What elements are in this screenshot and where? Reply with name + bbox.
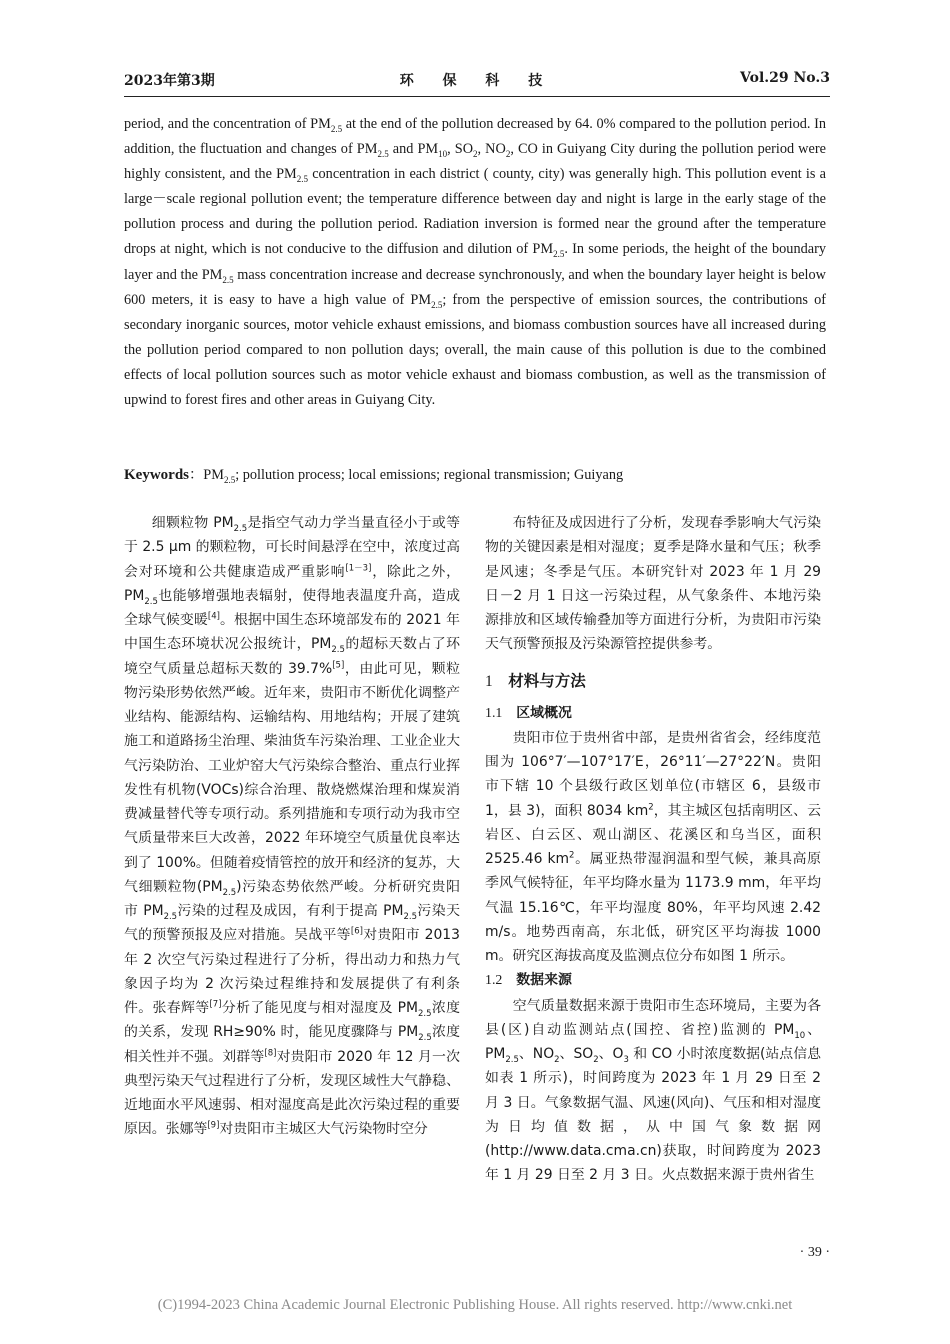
intro-paragraph-continued: 布特征及成因进行了分析，发现春季影响大气污染物的关键因素是相对湿度；夏季是降水量和气压；秋季是风速；冬季是气压。本研究针对 2023 年 1 月 29 日－2 月 1 日这一污染过程，从气象条件、本地污染源排放和区域传输叠加等方面进行分析，为贵阳市污染天气预警预报及污染源管控提供参考。 (485, 515, 821, 653)
keywords-label: Keywords (124, 467, 189, 483)
intro-paragraph: 细颗粒物 $PM_{2.5}$是指空气动力学当量直径小于或等于 2.5 μm 的颗粒物，可长时间悬浮在空中，浓度过高会对环境和公共健康造成严重影响[1－3]，除此之外，$PM_{2.5}$也能够增强地表辐射，使得地表温度升高，造成全球气候变暖[4]。根据中国生态环境部发布的 2021 年中国生态环境状况公报统计，$PM_{2.5}$的超标天数占了环境空气质量总超标天数的 39.7%[5]，由此可见，颗粒物污染形势依然严峻。近年来，贵阳市不断优化调整产业结构、能源结构、运输结构、用地结构；开展了建筑施工和道路扬尘治理、柴油货车污染治理、工业企业大气污染防治、工业炉窑大气污染综合整治、重点行业挥发性有机物(VOCs)综合治理、散烧燃煤治理和煤炭消费减量替代等专项行动。系列措施和专项行动为我市空气质量带来巨大改善，2022 年环境空气质量优良率达到了 100%。但随着疫情管控的放开和经济的复苏，大气细颗粒物$(PM_{2.5})$污染态势依然严峻。分析研究贵阳市 $PM_{2.5}$污染的过程及成因，有利于提高 $PM_{2.5}$污染天气的预警预报及应对措施。吴战平等[6]对贵阳市 2013 年 2 次空气污染过程进行了分析，得出动力和热力气象因子均为 2 次污染过程维持和发展提供了有利条件。张春辉等[7]分析了能见度与相对湿度及 $PM_{2.5}$浓度的关系，发现 RH≥90% 时，能见度骤降与 $PM_{2.5}$浓度相关性并不强。刘群等[8]对贵阳市 2020 年 12 月一次典型污染天气过程进行了分析，发现区域性大气静稳、近地面水平风速弱、相对湿度高是此次污染过程的重要原因。张娜等[9]对贵阳市主城区大气污染物时空分 (124, 515, 461, 1138)
citation: [7] (209, 999, 222, 1010)
issue-label: 2023年第3期 (124, 73, 215, 89)
data-source-paragraph: 空气质量数据来源于贵阳市生态环境局，主要为各县(区)自动监测站点(国控、省控)监测的 $PM_{10}$、$PM_{2.5}$、$NO_2$、$SO_2$、$O_3$ 和 CO 小时浓度数据(站点信息如表 1 所示)，时间跨度为 2023 年 1 月 29 日至 2 月 3 日。气象数据气温、风速(风向)、气压和相对湿度为日均值数据，从中国气象数据网(http://www.data.cma.cn)获取，时间跨度为 2023 年 1 月 29 日至 2 月 3 日。火点数据来源于贵州省生 (485, 997, 821, 1184)
running-header (124, 70, 830, 94)
volume-label: Vol.29 No.3 (740, 70, 830, 86)
citation: [1－3] (345, 562, 372, 573)
page-number: · 39 · (799, 1245, 830, 1260)
body-column-left (124, 511, 460, 1142)
citation: [9] (207, 1120, 220, 1131)
body-column-right (485, 511, 821, 1188)
abstract-paragraph: period, and the concentration of $PM_{2.5}$ at the end of the pollution decreased by 64. 0% compared to the pollution period. In addition, the fluctuation and changes of $PM_{2.5}$ and $PM_{10}$, $SO_2$, $NO_2$, CO in Guiyang City during the pollution period were highly consistent, and the $PM_{2.5}$ concentration in each district ( county, city) was generally high. This pollution event is a large－scale regional pollution event; the temperature difference between day and night is large in the early stage of the pollution process and during the pollution period. Radiation inversion is formed near the ground after the temperature drops at night, which is not conducive to the diffusion and dilution of $PM_{2.5}$. In some periods, the height of the boundary layer and the $PM_{2.5}$ mass concentration increase and decrease synchronously, and when the boundary layer height is below 600 meters, it is easy to have a high value of $PM_{2.5}$; from the perspective of emission sources, the contributions of secondary inorganic sources, motor vehicle exhaust emissions, and biomass combustion sources have all increased during the pollution period compared to non pollution days; overall, the main cause of this pollution is due to the combined effects of local pollution sources such as motor vehicle exhaust and biomass combustion, as well as the transmission of upwind to forest fires and other areas in Guiyang City. (124, 116, 827, 409)
section-heading: 1 材料与方法 (485, 671, 586, 690)
copyright-footer: (C)1994-2023 China Academic Journal Electronic Publishing House. All rights reserved. http://www.cnki.net (157, 1297, 793, 1313)
keywords-line: Keywords：$PM_{2.5}$; pollution process; local emissions; regional transmission; Guiyang (124, 467, 624, 485)
citation: [6] (350, 926, 363, 937)
english-abstract (124, 112, 826, 413)
citation: [8] (264, 1047, 277, 1058)
keywords-list: ; pollution process; local emissions; regional transmission; Guiyang (235, 467, 624, 483)
citation: [5] (332, 659, 345, 670)
region-paragraph: 贵阳市位于贵州省中部，是贵州省省会，经纬度范围为 106°7′—107°17′E，26°11′—27°22′N。贵阳市下辖 10 个县级行政区划单位(市辖区 6，县级市 1，县 3)，面积 8034 $km^2$，其主城区包括南明区、云岩区、白云区、观山湖区、花溪区和乌当区，面积 2525.46 $km^2$。属亚热带湿润温和型气候，兼具高原季风气候特征，年平均降水量为 1173.9 mm，年平均气温 15.16℃，年平均湿度 80%，年平均风速 2.42 m/s。地势西南高，东北低，研究区平均海拔 1000 m。研究区海拔高度及监测点位分布如图 1 所示。 (485, 729, 821, 964)
journal-title: 环 保 科 技 (399, 73, 555, 89)
subsection-heading: 1.1 区域概况 (485, 704, 572, 721)
citation: [4] (207, 611, 220, 622)
subsection-heading: 1.2 数据来源 (485, 972, 572, 989)
header-rule (124, 96, 830, 97)
